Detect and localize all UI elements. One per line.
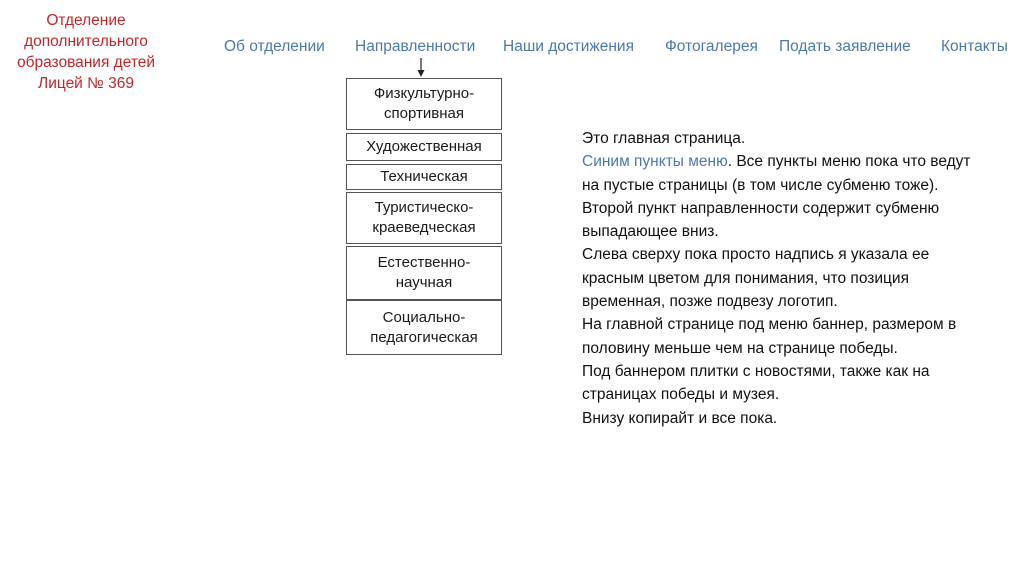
nav-item-directions[interactable]: Направленности [355, 38, 476, 55]
submenu-item-label: Физкультурно- [373, 85, 475, 102]
site-title-line: Лицей № 369 [38, 75, 134, 92]
notes-paragraph: Это главная страница. [582, 130, 746, 147]
submenu-item-label: Социально- [382, 308, 466, 326]
notes-paragraph: Слева сверху пока просто надпись я указала ее красным цветом для понимания, что позиция временная, позже подвезу логотип. [582, 246, 930, 311]
site-title-line: дополнительного [24, 33, 148, 50]
notes-paragraph: Второй пункт направленности содержит субменю выпадающее вниз. [582, 199, 940, 241]
submenu-item-label: Художественная [366, 138, 482, 155]
submenu-item-social[interactable] [346, 300, 502, 355]
submenu-arrow-icon [416, 58, 426, 78]
site-title-line: образования детей [16, 54, 156, 71]
submenu-item-label: педагогическая [370, 328, 478, 346]
nav-item-contacts[interactable]: Контакты [941, 38, 1008, 55]
notes-paragraph: Под баннером плитки с новостями, также как на страницах победы и музея. [582, 362, 930, 404]
site-title-line: Отделение [46, 12, 126, 29]
submenu-item-science[interactable] [346, 246, 502, 300]
main-nav [0, 37, 1024, 59]
nav-item-apply[interactable]: Подать заявление [779, 38, 911, 55]
submenu-item-label: краеведческая [372, 219, 476, 236]
notes-blue-text: Синим пункты меню [582, 153, 728, 171]
notes-text-span: . Все пункты меню пока что ведут на пустые страницы (в том числе субменю тоже). [582, 153, 971, 194]
notes-text [582, 127, 982, 430]
submenu-item-sports[interactable] [346, 78, 502, 130]
submenu-item-label: научная [395, 274, 453, 291]
submenu-item-technical[interactable] [346, 164, 502, 190]
nav-item-about[interactable]: Об отделении [224, 38, 325, 55]
submenu-item-label: Естественно- [377, 254, 471, 271]
submenu-item-art[interactable] [346, 133, 502, 161]
submenu-item-label: Техническая [380, 168, 468, 185]
submenu-item-tourism[interactable] [346, 192, 502, 244]
nav-item-achievements[interactable]: Наши достижения [503, 38, 634, 55]
notes-paragraph: На главной странице под меню баннер, размером в половину меньше чем на странице победы. [582, 316, 957, 357]
notes-paragraph: Внизу копирайт и все пока. [582, 409, 778, 427]
submenu-item-label: Туристическо- [374, 199, 474, 216]
notes-paragraph [582, 150, 982, 197]
nav-item-photogallery[interactable]: Фотогалерея [665, 38, 758, 55]
submenu-item-label: спортивная [384, 105, 464, 122]
